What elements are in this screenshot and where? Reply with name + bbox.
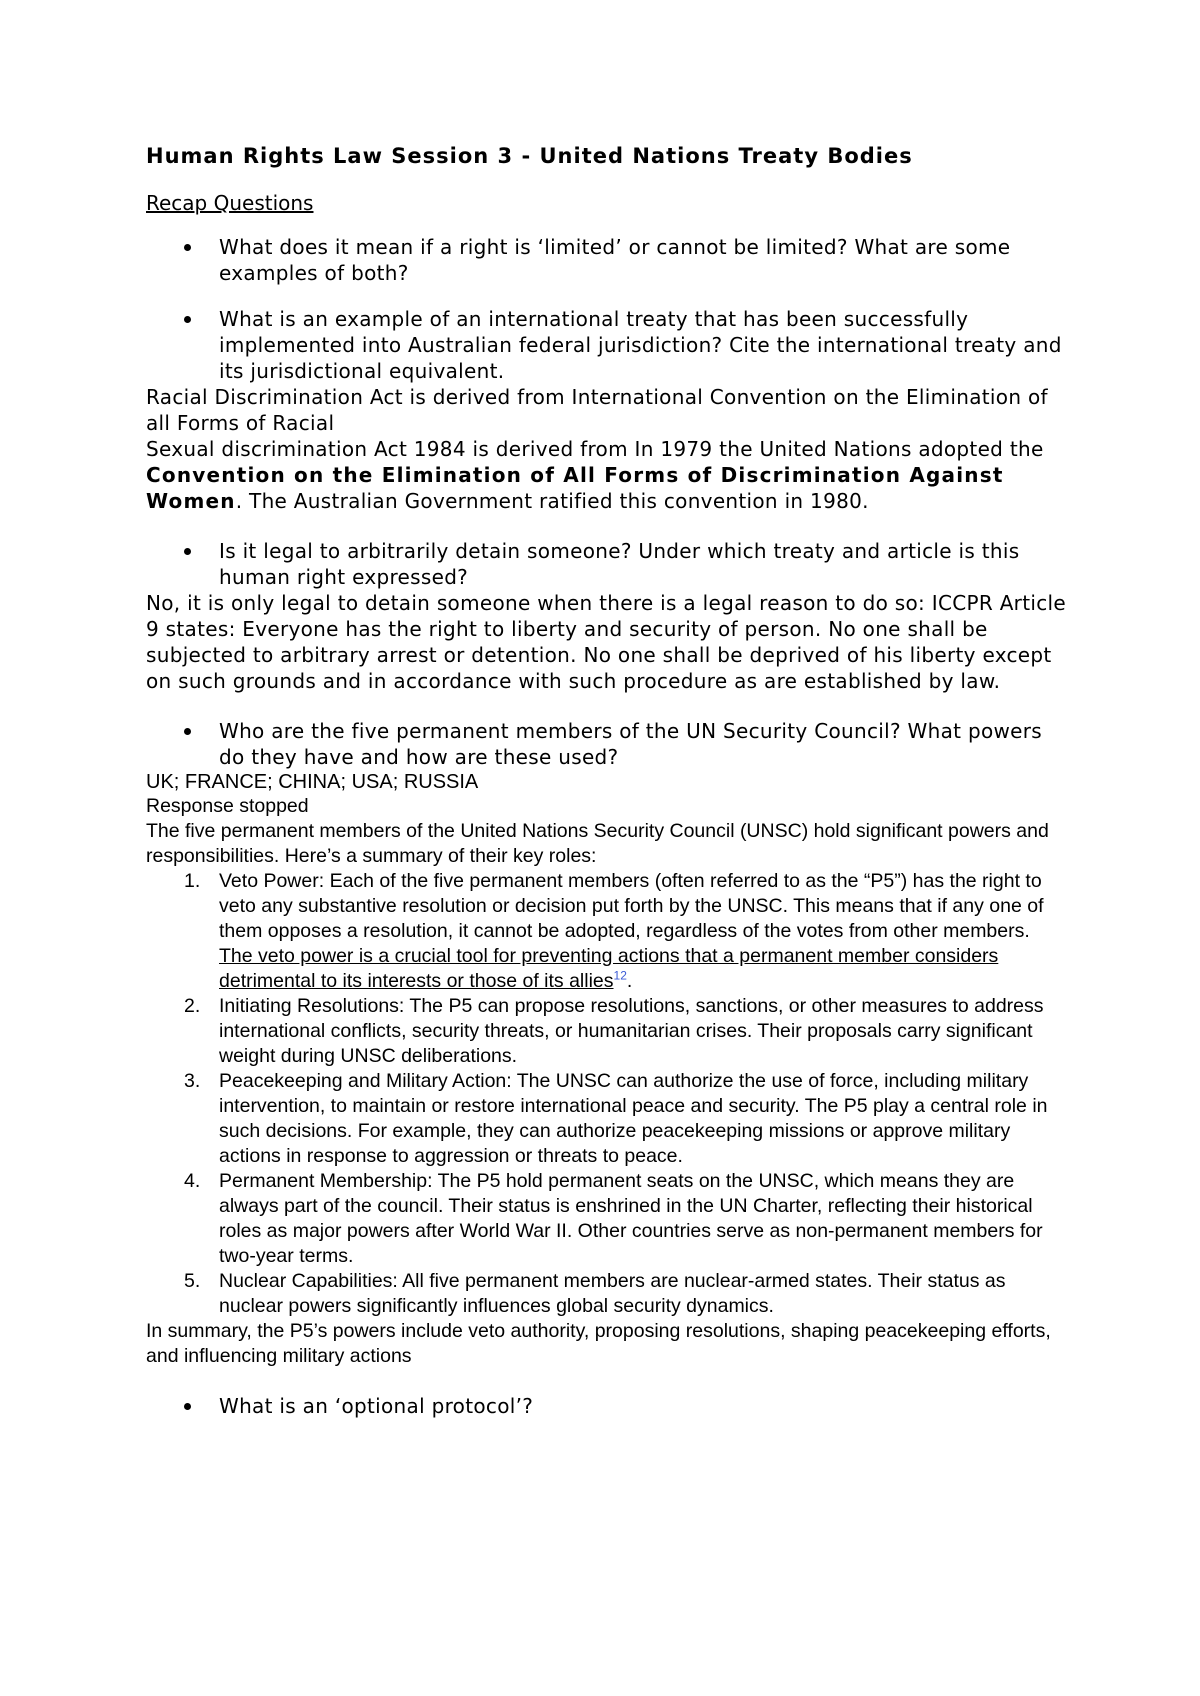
question-item	[146, 1393, 1066, 1419]
p5-intro: The five permanent members of the United Nations Security Council (UNSC) hold significant powers and responsibilities. Here’s a summary of their key roles:	[146, 820, 1049, 867]
document-page	[146, 142, 1066, 1419]
question-list-1	[146, 234, 1066, 384]
question-list-3	[146, 718, 1066, 770]
list-item	[146, 1169, 1066, 1269]
p5-summary: In summary, the P5’s powers include veto authority, proposing resolutions, shaping peacekeeping efforts, and influencing military actions	[146, 1320, 1051, 1367]
sexual-answer-prefix: Sexual discrimination Act 1984 is derived from In 1979 the United Nations adopted the	[146, 437, 1044, 461]
sexual-discrimination-answer	[146, 436, 1066, 514]
question-text: What does it mean if a right is ‘limited’ or cannot be limited? What are some examples of both?	[219, 235, 1011, 285]
document-title: Human Rights Law Session 3 - United Nations Treaty Bodies	[146, 144, 913, 168]
citation-link[interactable]: 12	[613, 968, 627, 983]
question-text: Is it legal to arbitrarily detain someone? Under which treaty and article is this human right expressed?	[219, 539, 1020, 589]
racial-discrimination-answer: Racial Discrimination Act is derived from International Convention on the Elimination of all Forms of Racial	[146, 385, 1048, 435]
veto-power-cited-text[interactable]: The veto power is a crucial tool for preventing actions that a permanent member considers detrimental to its interests or those of its allies	[219, 945, 999, 992]
list-item-text: Peacekeeping and Military Action: The UNSC can authorize the use of force, including military intervention, to maintain or restore international peace and security. The P5 play a central role in such decisions. For example, they can authorize peacekeeping missions or approve military actions in response to aggression or threats to peace.	[219, 1070, 1048, 1167]
bullet-icon	[184, 316, 191, 323]
list-item	[146, 1269, 1066, 1319]
bullet-icon	[184, 728, 191, 735]
bullet-icon	[184, 548, 191, 555]
question-item	[146, 306, 1066, 384]
question-text: Who are the five permanent members of the UN Security Council? What powers do they have and how are these used?	[219, 719, 1042, 769]
response-stopped-label: Response stopped	[146, 795, 309, 817]
list-item-text: Veto Power: Each of the five permanent members (often referred to as the “P5”) has the right to veto any substantive resolution or decision put forth by the UNSC. This means that if any one of them opposes a resolution, it cannot be adopted, regardless of the votes from other members.	[219, 870, 1044, 942]
list-number: 4.	[184, 1170, 201, 1192]
question-list-4	[146, 1393, 1066, 1419]
cedaw-name: Convention on the Elimination of All Forms of Discrimination Against Women	[146, 463, 1004, 513]
recap-questions-heading: Recap Questions	[146, 191, 314, 215]
p5-powers-list	[146, 869, 1066, 1319]
question-item	[146, 234, 1066, 286]
list-number: 3.	[184, 1070, 201, 1092]
bullet-icon	[184, 244, 191, 251]
list-item	[146, 994, 1066, 1069]
p5-members-answer: UK; FRANCE; CHINA; USA; RUSSIA	[146, 771, 479, 793]
sexual-answer-suffix: . The Australian Government ratified this convention in 1980.	[235, 489, 869, 513]
list-number: 1.	[184, 870, 201, 892]
question-text: What is an example of an international treaty that has been successfully implemented into Australian federal jurisdiction? Cite the international treaty and its jurisdictional equivalent.	[219, 307, 1062, 383]
detention-answer: No, it is only legal to detain someone when there is a legal reason to do so: ICCPR Article 9 states: Everyone has the right to liberty and security of person. No one shall be subjected to arbitrary arrest or detention. No one shall be deprived of his liberty except on such grounds and in accordance with such procedure as are established by law.	[146, 591, 1066, 693]
list-item-text: Initiating Resolutions: The P5 can propose resolutions, sanctions, or other measures to address international conflicts, security threats, or humanitarian crises. Their proposals carry significant weight during UNSC deliberations.	[219, 995, 1044, 1067]
bullet-icon	[184, 1403, 191, 1410]
list-item-text: Nuclear Capabilities: All five permanent members are nuclear-armed states. Their status as nuclear powers significantly influences global security dynamics.	[219, 1270, 1006, 1317]
question-text: What is an ‘optional protocol’?	[219, 1394, 534, 1418]
list-number: 2.	[184, 995, 201, 1017]
list-item	[146, 869, 1066, 994]
question-item	[146, 538, 1066, 590]
list-item-text: Permanent Membership: The P5 hold permanent seats on the UNSC, which means they are always part of the council. Their status is enshrined in the UN Charter, reflecting their historical roles as major powers after World War II. Other countries serve as non-permanent members for two-year terms.	[219, 1170, 1043, 1267]
question-item	[146, 718, 1066, 770]
list-item-end: .	[626, 970, 633, 992]
list-number: 5.	[184, 1270, 201, 1292]
question-list-2	[146, 538, 1066, 590]
list-item	[146, 1069, 1066, 1169]
